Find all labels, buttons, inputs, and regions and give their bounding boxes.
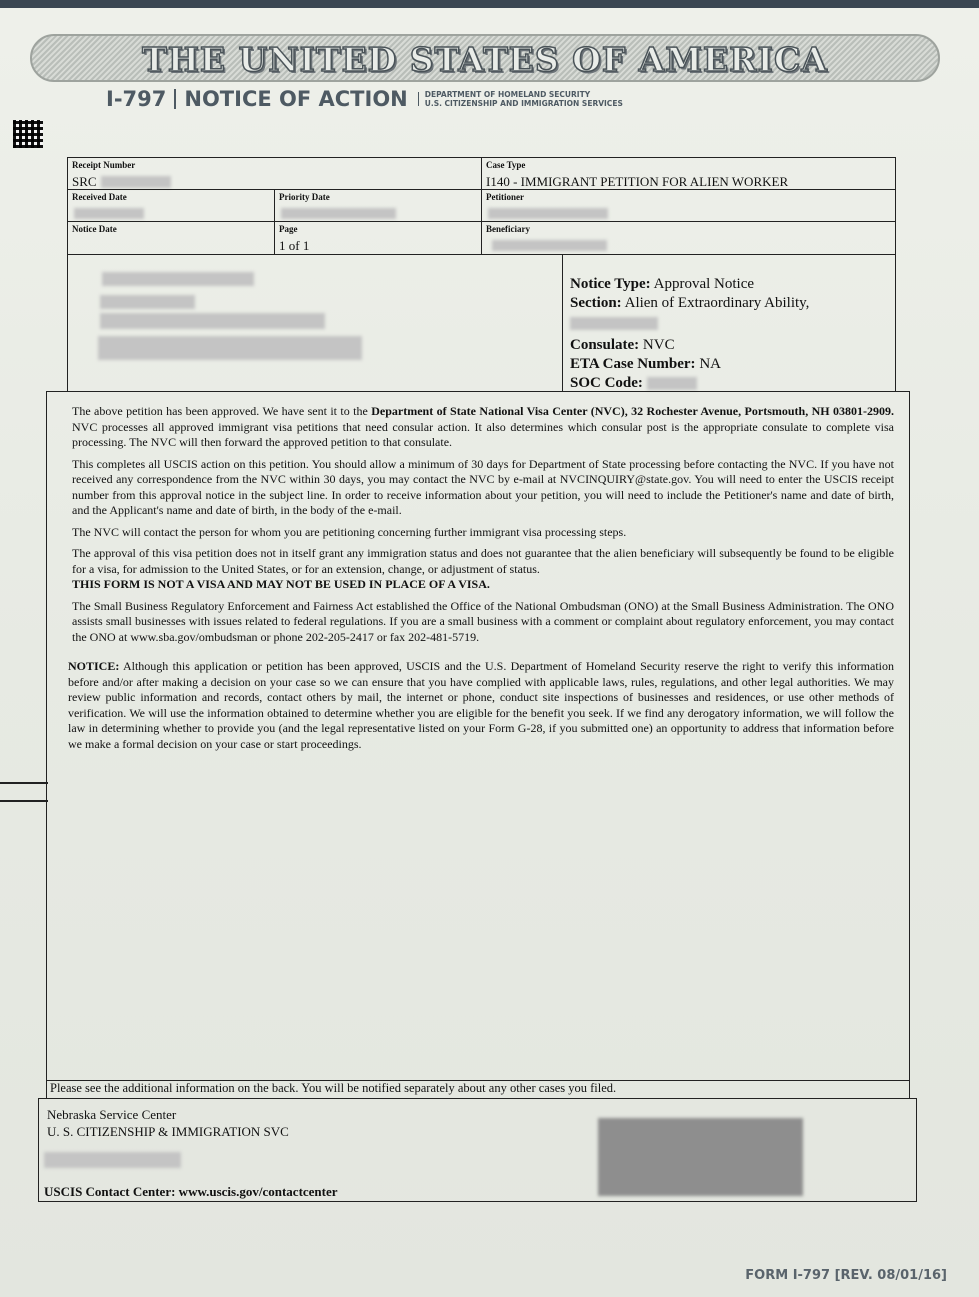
redacted-barcode: [598, 1118, 803, 1196]
paragraph: The Small Business Regulatory Enforcement and Fairness Act established the Office of the National Ombudsman (ONO) at the Small Business Administration. The ONO assists small businesses with issues related to federal regulations. If you are a small business with a comment or complaint about regulatory enforcement, you may contact the ONO at www.sba.gov/ombudsman or phone 202-205-2417 or fax 202-481-5719.: [72, 598, 894, 644]
additional-info: Please see the additional information on the back. You will be notified separately about any other cases you filed.: [50, 1081, 617, 1095]
case-type-cell: Case Type I140 - IMMIGRANT PETITION FOR ALIEN WORKER: [481, 157, 896, 190]
notice-details: Notice Type: Approval Notice Section: Alien of Extraordinary Ability, Consulate: NVC ETA Case Number: NA SOC Code:: [570, 276, 810, 391]
redacted-address: [100, 313, 325, 329]
divider: [174, 89, 176, 109]
redacted: [74, 208, 144, 219]
fold-mark: [0, 782, 48, 784]
beneficiary-cell: Beneficiary: [481, 221, 896, 255]
priority-date-cell: Priority Date: [274, 189, 482, 222]
redacted-address: [100, 295, 195, 309]
paragraph: The approval of this visa petition does not in itself grant any immigration status and does not guarantee that the alien beneficiary will subsequently be found to be eligible for a visa, for admission to the United States, or for an extension, change, or adjustment of status.: [72, 546, 894, 576]
redacted-address: [98, 336, 362, 360]
top-edge: [0, 0, 979, 8]
received-date-cell: Received Date: [67, 189, 275, 222]
form-number: FORM I-797 [REV. 08/01/16]: [745, 1268, 947, 1283]
paragraph: This completes all USCIS action on this petition. You should allow a minimum of 30 days for Department of State processing before contacting the NVC. If you have not received any correspondence from the NVC within 30 days, you may contact the NVC by e-mail at NVCINQUIRY@state.gov. You will need to enter the USCIS receipt number from this approval notice in the subject line. In order to receive information about your petition, you will need to include the Petitioner's name and date of birth, and the Applicant's name and date of birth, in the body of the e-mail.: [72, 456, 894, 517]
banner-title: THE UNITED STATES OF AMERICA: [142, 40, 828, 79]
fold-mark: [0, 800, 48, 802]
petitioner-cell: Petitioner: [481, 189, 896, 222]
redacted: [492, 240, 607, 251]
divider: [418, 92, 419, 106]
form-title: NOTICE OF ACTION: [184, 87, 408, 111]
redacted: [570, 317, 658, 330]
redacted: [101, 176, 171, 188]
notice-date-cell: Notice Date: [67, 221, 275, 255]
redacted: [488, 208, 608, 219]
receipt-number-cell: Receipt Number SRC: [67, 157, 482, 190]
page-cell: Page 1 of 1: [274, 221, 482, 255]
contact-center: USCIS Contact Center: www.uscis.gov/contactcenter: [44, 1184, 338, 1199]
paragraph: The above petition has been approved. We have sent it to the Department of State National Visa Center (NVC), 32 Rochester Avenue, Portsmouth, NH 03801-2909. NVC processes all approved immigrant visa petitions that need consular action. It also determines which consular post is the appropriate consulate to complete visa processing. The NVC will then forward the approved petition to that consulate.: [72, 404, 895, 449]
department-name: DEPARTMENT OF HOMELAND SECURITY U.S. CITIZENSHIP AND IMMIGRATION SERVICES: [424, 90, 623, 108]
banner: [30, 34, 940, 82]
service-center: Nebraska Service Center: [47, 1107, 177, 1122]
paragraph: NOTICE: Although this application or petition has been approved, USCIS and the U.S. Department of Homeland Security reserve the right to verify this information before and/or after making a decision on your case so we can ensure that you have complied with applicable laws, rules, regulations, and other legal authorities. We may review public information and records, contact others by mail, the internet or phone, conduct site inspections of businesses and residences, or use other methods of verification. We will use the information obtained to determine whether you are eligible for the benefit you seek. If we find any derogatory information, we will follow the law in determining whether to provide you (and the legal representative listed on your Form G-28, if you submitted one) an opportunity to address that information before we make a formal decision on your case or start proceedings.: [68, 659, 894, 751]
redacted-address: [102, 272, 254, 286]
barcode-icon: [13, 120, 43, 148]
redacted: [647, 377, 697, 390]
notice-body: [68, 404, 895, 758]
redacted-address: [44, 1152, 181, 1168]
agency-name: U. S. CITIZENSHIP & IMMIGRATION SVC: [47, 1124, 289, 1139]
warning-text: THIS FORM IS NOT A VISA AND MAY NOT BE USED IN PLACE OF A VISA.: [72, 577, 490, 591]
form-title-line: [106, 86, 623, 112]
form-code: I-797: [106, 87, 167, 111]
paragraph: The NVC will contact the person for whom you are petitioning concerning further immigrant visa processing steps.: [72, 524, 627, 539]
redacted: [281, 208, 396, 219]
